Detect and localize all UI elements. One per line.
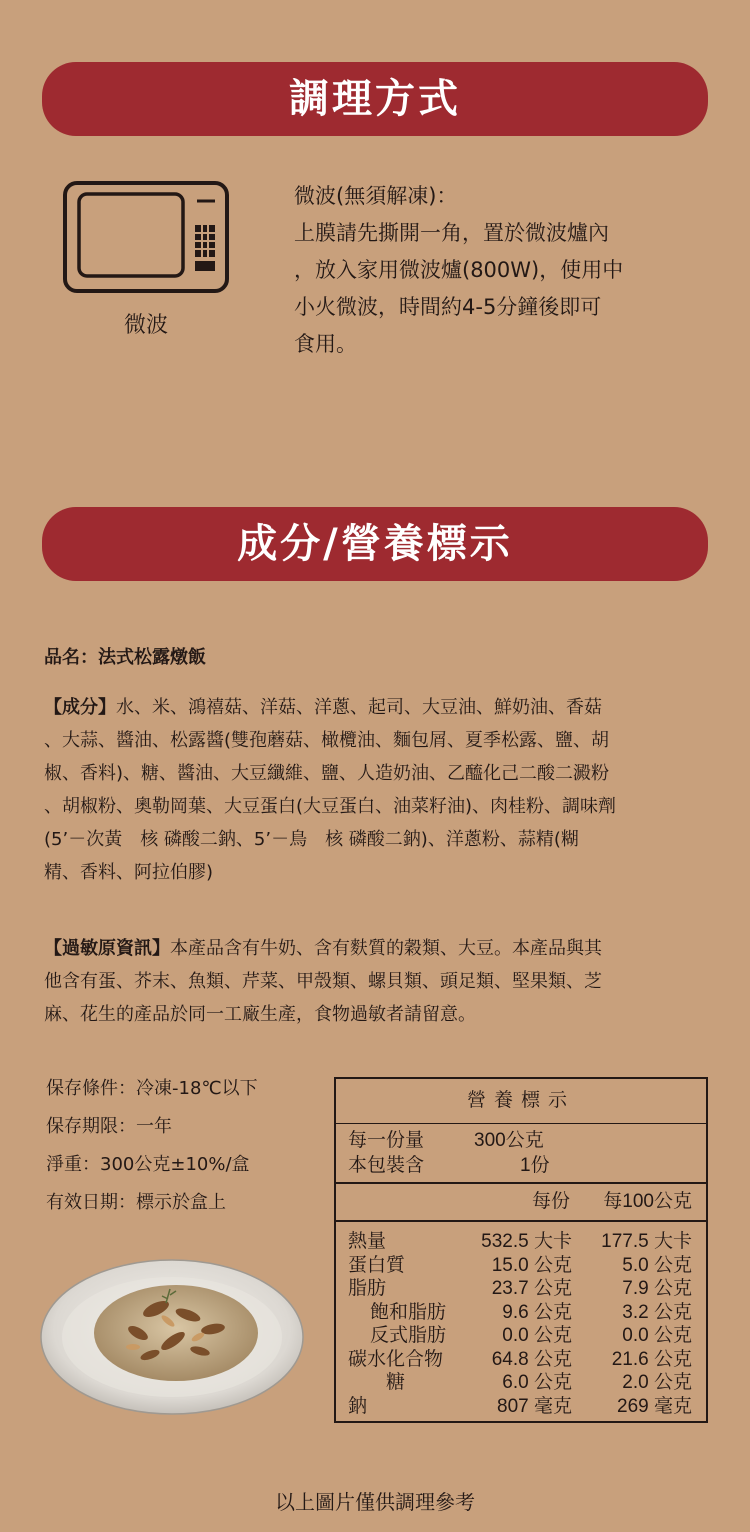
nutrition-row (348, 1254, 706, 1278)
ingredients-line: 、大蒜、醬油、松露醬(雙孢蘑菇、橄欖油、麵包屑、夏季松露、鹽、胡 (44, 730, 610, 751)
nutrient-per-100g: 177.5 大卡 (601, 1231, 692, 1252)
nutrient-per-serving: 0.0 公克 (502, 1325, 572, 1346)
allergen-line: 他含有蛋、芥末、魚類、芹菜、甲殼類、螺貝類、頭足類、堅果類、芝 (44, 971, 602, 992)
ingredients-label: 【成分】 (44, 697, 116, 718)
cooking-line: 食用。 (294, 332, 357, 356)
servings-label: 本包裝含 (348, 1155, 425, 1176)
ingredients-line: 精、香料、阿拉伯膠) (44, 862, 214, 883)
nutrient-per-serving: 6.0 公克 (502, 1372, 572, 1393)
nutrition-row (348, 1395, 706, 1419)
ingredients-line (44, 691, 716, 724)
nutrition-row (348, 1301, 706, 1325)
serving-size-label: 每一份量 (348, 1130, 425, 1151)
cooking-line: 微波(無須解凍)： (294, 184, 458, 208)
microwave-label: 微波 (123, 313, 168, 338)
nutrient-name: 鈉 (348, 1395, 368, 1417)
product-name: 品名：法式松露燉飯 (44, 647, 206, 668)
cooking-line: 上膜請先撕開一角，置於微波爐內 (294, 221, 609, 245)
nutrient-per-100g: 0.0 公克 (622, 1325, 692, 1346)
nutrient-per-100g: 5.0 公克 (622, 1254, 692, 1276)
storage-line: 保存條件：冷凍-18℃以下 (46, 1078, 258, 1099)
ingredients-line: 椒、香料)、糖、醬油、大豆纖維、鹽、人造奶油、乙醯化己二酸二澱粉 (44, 763, 610, 784)
allergen-text: 本產品含有牛奶、含有麩質的穀類、大豆。本產品與其 (170, 938, 602, 959)
serving-info (336, 1124, 706, 1184)
nutrition-row (348, 1371, 706, 1395)
nutrient-name: 反式脂肪 (370, 1325, 447, 1346)
nutrient-per-100g: 2.0 公克 (622, 1372, 692, 1393)
col-per-100g: 每100公克 (603, 1191, 692, 1212)
nutrient-per-serving: 807 毫克 (497, 1395, 572, 1417)
nutrient-name: 飽和脂肪 (370, 1301, 447, 1323)
allergen-block (44, 932, 716, 1031)
nutrient-per-100g: 7.9 公克 (622, 1278, 692, 1299)
nutrient-per-serving: 23.7 公克 (491, 1278, 572, 1299)
footer-note: 以上圖片僅供調理參考 (275, 1490, 475, 1514)
nutrition-row (348, 1277, 706, 1301)
nutrient-per-100g: 269 毫克 (617, 1395, 692, 1417)
col-per-serving: 每份 (532, 1191, 571, 1212)
cooking-instructions (294, 178, 704, 363)
nutrient-name: 熱量 (348, 1231, 387, 1252)
microwave-icon (63, 181, 229, 293)
nutrition-column-header (336, 1184, 706, 1222)
ingredients-line: (5’－次黃 核 磷酸二鈉、5’－鳥 核 磷酸二鈉)、洋蔥粉、蒜精(糊 (44, 829, 579, 850)
nutrient-per-serving: 532.5 大卡 (481, 1231, 572, 1252)
nutrient-per-100g: 21.6 公克 (611, 1348, 692, 1370)
nutrition-table-title: 營養標示 (336, 1079, 706, 1124)
servings-value: 1份 (520, 1155, 550, 1176)
storage-line: 有效日期：標示於盒上 (46, 1192, 226, 1213)
nutrient-name: 脂肪 (348, 1278, 387, 1299)
allergen-line (44, 932, 716, 965)
nutrition-row (348, 1324, 706, 1348)
allergen-label: 【過敏原資訊】 (44, 938, 170, 959)
nutrition-facts-table (334, 1077, 708, 1423)
risotto-plate-image (38, 1255, 306, 1417)
ingredients-text: 水、米、鴻禧菇、洋菇、洋蔥、起司、大豆油、鮮奶油、香菇 (116, 697, 602, 718)
nutrient-name: 糖 (386, 1372, 406, 1393)
nutrient-per-100g: 3.2 公克 (622, 1301, 692, 1323)
nutrient-name: 蛋白質 (348, 1254, 406, 1276)
storage-line: 淨重：300公克±10%/盒 (46, 1154, 250, 1175)
nutrition-rows (336, 1222, 706, 1418)
storage-line: 保存期限：一年 (46, 1116, 172, 1137)
nutrition-row (348, 1348, 706, 1372)
ingredients-block (44, 691, 716, 889)
nutrient-per-serving: 15.0 公克 (491, 1254, 572, 1276)
nutrition-title-banner: 成分/營養標示 (42, 507, 708, 581)
ingredients-line: 、胡椒粉、奧勒岡葉、大豆蛋白(大豆蛋白、油菜籽油)、肉桂粉、調味劑 (44, 796, 617, 817)
nutrient-per-serving: 64.8 公克 (491, 1348, 572, 1370)
cooking-line: 小火微波，時間約4-5分鐘後即可 (294, 295, 602, 319)
nutrient-name: 碳水化合物 (348, 1348, 444, 1370)
storage-info (46, 1070, 326, 1222)
cooking-title-banner: 調理方式 (42, 62, 708, 136)
nutrition-row (348, 1230, 706, 1254)
allergen-line: 麻、花生的產品於同一工廠生產，食物過敏者請留意。 (44, 1004, 476, 1025)
serving-size-value: 300公克 (474, 1130, 544, 1151)
nutrient-per-serving: 9.6 公克 (502, 1301, 572, 1323)
cooking-line: ，放入家用微波爐(800W)，使用中 (294, 258, 624, 282)
